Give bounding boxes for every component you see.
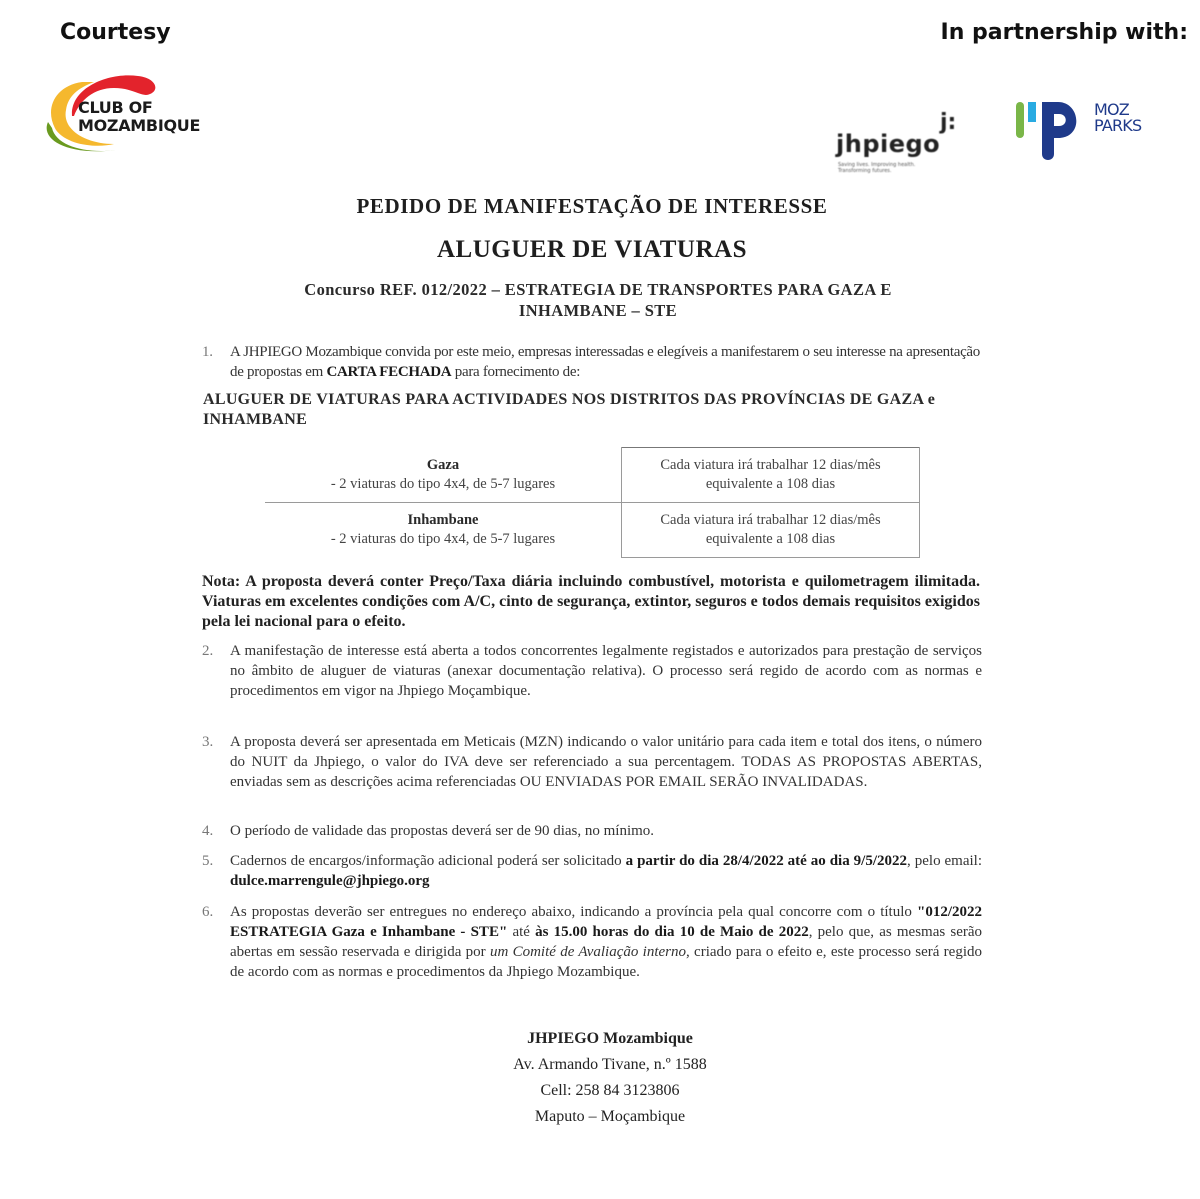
lot-vehicles: - 2 viaturas do tipo 4x4, de 5-7 lugares xyxy=(330,475,556,492)
courtesy-label: Courtesy xyxy=(60,20,171,45)
item-1-emphasis: CARTA FECHADA xyxy=(326,364,452,380)
document-title: PEDIDO DE MANIFESTAÇÃO DE INTERESSE xyxy=(356,194,828,218)
moz-parks-logo xyxy=(1014,98,1154,164)
item-6 xyxy=(202,902,983,982)
moz-parks-mark-icon xyxy=(1014,98,1094,164)
item-number: 6. xyxy=(202,904,214,920)
lot-province: Inhambane xyxy=(407,512,479,529)
moz-parks-line1: MOZ xyxy=(1094,100,1129,119)
item-number: 5. xyxy=(202,853,214,869)
item-5-text: Cadernos de encargos/informação adicional poderá ser solicitado xyxy=(230,853,626,869)
item-3 xyxy=(202,732,982,792)
lot-cell xyxy=(265,503,622,558)
item-2 xyxy=(202,641,982,701)
partnership-label: In partnership with: xyxy=(940,20,1188,45)
club-logo-text xyxy=(78,99,200,135)
signature-address: Av. Armando Tivane, n.º 1588 xyxy=(513,1056,707,1073)
committee-text: um Comité de Avaliação interno xyxy=(489,944,686,960)
item-1 xyxy=(202,342,980,382)
item-1-text-end: para fornecimento de: xyxy=(451,364,581,380)
moz-parks-line2: PARKS xyxy=(1094,116,1142,135)
item-4 xyxy=(202,821,982,841)
item-number: 4. xyxy=(202,823,214,839)
item-6-text-end: , criado para o efeito e, este processo será regido de acordo com as normas e procedimentos da Jhpiego Mozambique. xyxy=(230,944,982,980)
jhpiego-mark-icon: j: xyxy=(940,110,957,135)
jhpiego-tagline: Saving lives. Improving health. Transforming futures. xyxy=(838,162,916,174)
table-row xyxy=(265,503,920,558)
tender-reference: Concurso REF. 012/2022 – ESTRATEGIA DE TRANSPORTES PARA GAZA E INHAMBANE – STE xyxy=(304,280,892,320)
item-4-text: O período de validade das propostas deverá ser de 90 dias, no mínimo. xyxy=(230,823,655,839)
item-1-text: A JHPIEGO Mozambique convida por este meio, empresas interessadas e elegíveis a manifestarem o seu interesse na apresentação de propostas em xyxy=(230,344,980,380)
submission-deadline: às 15.00 horas do dia 10 de Maio de 2022 xyxy=(535,924,809,940)
item-6-text-mid: até xyxy=(507,924,536,940)
table-row xyxy=(265,448,920,503)
club-of-mozambique-logo xyxy=(38,70,208,160)
document-subtitle: ALUGUER DE VIATURAS xyxy=(436,236,747,263)
jhpiego-wordmark: jhpiego xyxy=(836,130,941,158)
lot-province: Gaza xyxy=(426,456,460,473)
signature-city: Maputo – Moçambique xyxy=(534,1108,686,1125)
request-date-range: a partir do dia 28/4/2022 até ao dia 9/5/2022 xyxy=(625,853,908,869)
lot-terms: Cada viatura irá trabalhar 12 dias/mês equivalente a 108 dias xyxy=(622,503,920,558)
lot-terms: Cada viatura irá trabalhar 12 dias/mês equivalente a 108 dias xyxy=(622,448,920,503)
signature-block xyxy=(450,1026,770,1130)
submission-title: "012/2022 ESTRATEGIA Gaza e Inhambane - STE" xyxy=(230,904,982,940)
moz-parks-text xyxy=(1094,102,1141,134)
contact-email-link[interactable]: dulce.marrengule@jhpiego.org xyxy=(230,873,430,889)
lots-table xyxy=(265,447,920,558)
lot-cell xyxy=(265,448,622,503)
item-5-text-mid: , pelo email: xyxy=(907,853,983,869)
item-3-text: A proposta deverá ser apresentada em Meticais (MZN) indicando o valor unitário para cada item e total dos itens, o número do NUIT da Jhpiego, o valor do IVA deve ser referenciado a sua percentagem. TODAS AS PROPOSTAS ABERTAS, enviadas sem as descrições acima referenciadas OU ENVIADAS POR EMAIL SERÃO INVALIDADAS. xyxy=(230,734,982,790)
item-number: 3. xyxy=(202,734,214,750)
jhpiego-logo xyxy=(836,108,976,180)
item-number: 2. xyxy=(202,643,214,659)
signature-org: JHPIEGO Mozambique xyxy=(527,1030,693,1047)
service-heading: ALUGUER DE VIATURAS PARA ACTIVIDADES NOS DISTRITOS DAS PROVÍNCIAS DE GAZA e INHAMBANE xyxy=(203,391,936,428)
lot-vehicles: - 2 viaturas do tipo 4x4, de 5-7 lugares xyxy=(330,531,556,548)
club-logo-line1: CLUB OF xyxy=(78,98,153,117)
item-5 xyxy=(202,851,983,891)
item-2-text: A manifestação de interesse está aberta a todos concorrentes legalmente registados e autorizados para prestação de serviços no âmbito de aluguer de viaturas (anexar documentação relativa). O processo será regido de acordo com as normas e procedimentos em vigor na Jhpiego Moçambique. xyxy=(230,643,982,699)
note-paragraph: Nota: A proposta deverá conter Preço/Taxa diária incluindo combustível, motorista e quilometragem ilimitada. Viaturas em excelentes condições com A/C, cinto de segurança, extintor, seguros e todos demais requisitos exigidos pela lei nacional para o efeito. xyxy=(202,573,980,630)
item-6-text-mid2: , pelo que, as mesmas serão abertas em sessão reservada e dirigida por xyxy=(230,924,983,960)
club-logo-line2: MOZAMBIQUE xyxy=(78,116,201,135)
signature-phone: Cell: 258 84 3123806 xyxy=(540,1082,680,1099)
item-6-text: As propostas deverão ser entregues no endereço abaixo, indicando a província pela qual concorre com o título xyxy=(230,904,917,920)
item-number: 1. xyxy=(202,344,213,360)
